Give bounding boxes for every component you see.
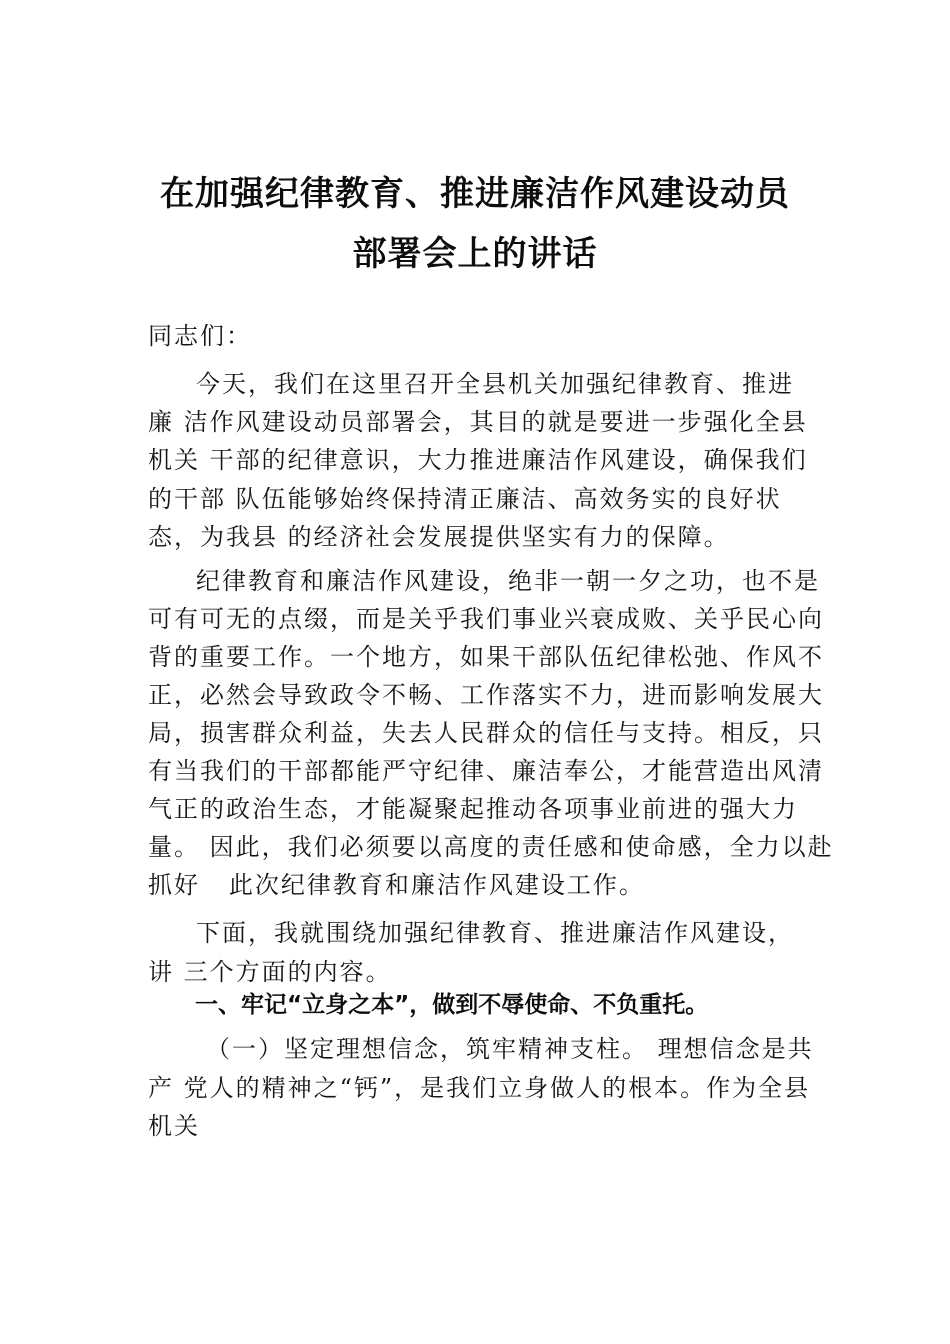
paragraph-1-line: 今天，我们在这里召开全县机关加强纪律教育、推进 [196, 370, 794, 398]
paragraph-2-line: 气正的政治生态，才能凝聚起推动各项事业前进的强大力 [148, 795, 798, 823]
paragraph-1-line: 机关 干部的纪律意识，大力推进廉洁作风建设，确保我们 [148, 446, 808, 474]
paragraph-1-line: 态，为我县 的经济社会发展提供坚实有力的保障。 [148, 523, 730, 551]
paragraph-2-line: 抓好 此次纪律教育和廉洁作风建设工作。 [148, 871, 645, 899]
document-title-line-2: 部署会上的讲话 [352, 234, 598, 274]
paragraph-4-line: 机关 [148, 1112, 200, 1140]
paragraph-3-line: 下面，我就围绕加强纪律教育、推进廉洁作风建设， [196, 919, 794, 947]
paragraph-2-line: 可有可无的点缀，而是关乎我们事业兴衰成败、关乎民心向 [148, 605, 824, 633]
paragraph-3-line: 讲 三个方面的内容。 [148, 958, 392, 986]
paragraph-2-line: 有当我们的干部都能严守纪律、廉洁奉公，才能营造出风清 [148, 757, 824, 785]
paragraph-2-line: 背的重要工作。一个地方，如果干部队伍纪律松弛、作风不 [148, 643, 824, 671]
paragraph-2-line: 纪律教育和廉洁作风建设，绝非一朝一夕之功，也不是 [196, 567, 820, 595]
paragraph-4-line: （一）坚定理想信念，筑牢精神支柱。 理想信念是共 [206, 1035, 814, 1063]
section-heading-1: 一、牢记“立身之本”，做到不辱使命、不负重托。 [195, 992, 709, 1018]
paragraph-1-line: 的干部 队伍能够始终保持清正廉洁、高效务实的良好状 [148, 485, 782, 513]
paragraph-2-line: 局，损害群众利益，失去人民群众的信任与支持。相反，只 [148, 719, 824, 747]
paragraph-2-line: 量。 因此，我们必须要以高度的责任感和使命感，全力以赴 [148, 833, 834, 861]
document-title-line-1: 在加强纪律教育、推进廉洁作风建设动员 [160, 174, 790, 214]
paragraph-2-line: 正，必然会导致政令不畅、工作落实不力，进而影响发展大 [148, 681, 824, 709]
salutation: 同志们： [148, 322, 252, 350]
paragraph-4-line: 产 党人的精神之“钙”，是我们立身做人的根本。作为全县 [148, 1074, 811, 1102]
paragraph-1-line: 廉 洁作风建设动员部署会，其目的就是要进一步强化全县 [148, 408, 808, 436]
